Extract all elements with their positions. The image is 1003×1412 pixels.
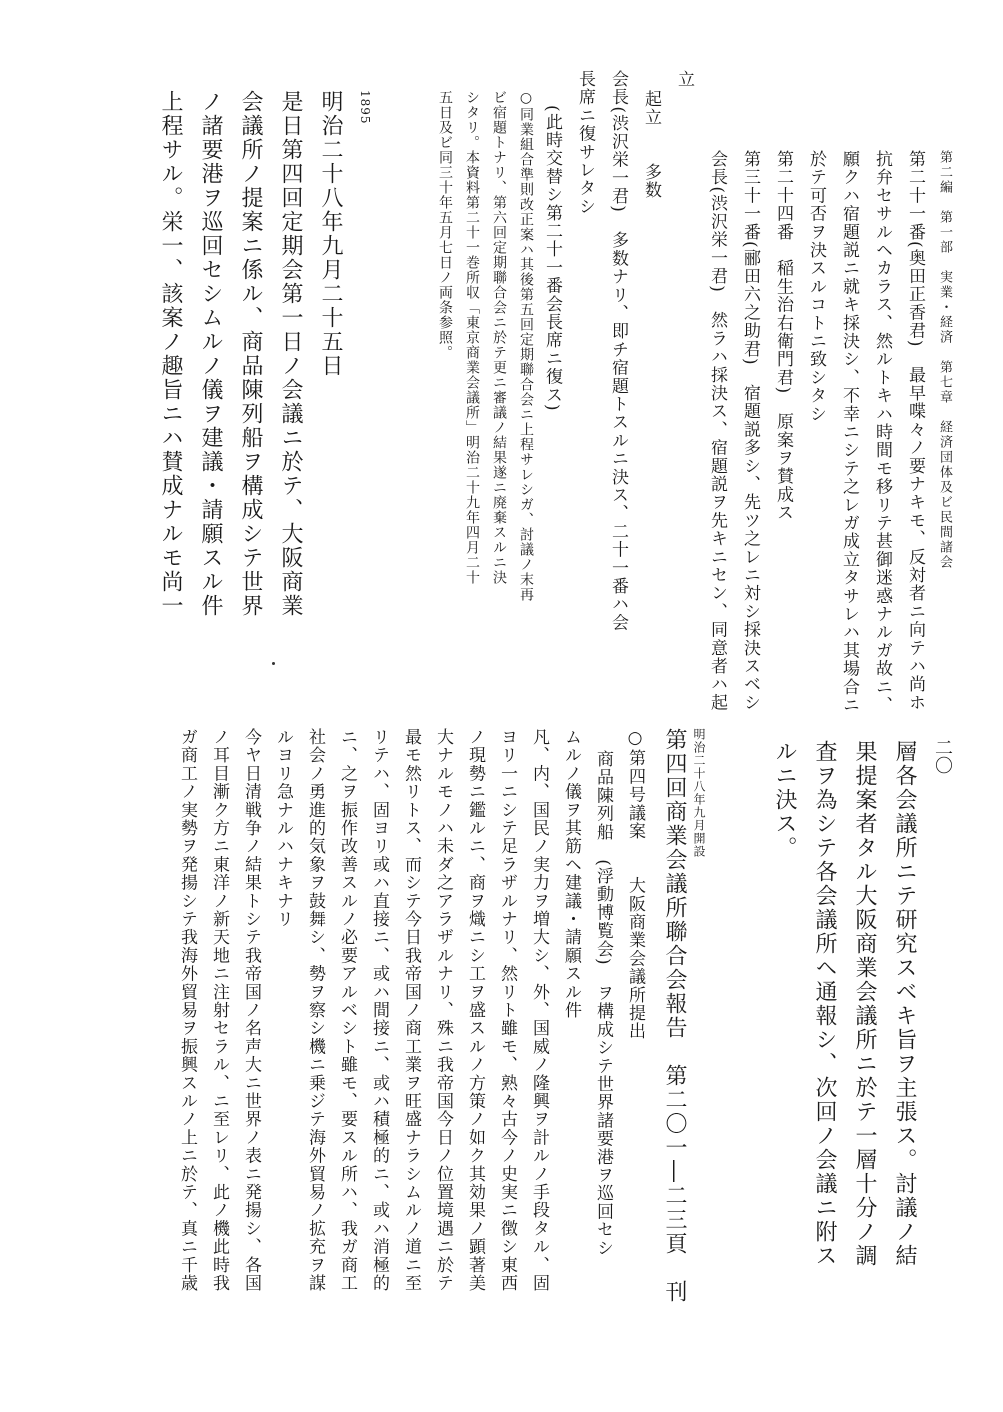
- text-line: 凡、内、国民ノ実力ヲ増大シ、外、国威ノ隆興ヲ計ルノ手段タル、固: [529, 728, 549, 1293]
- section-line: 果提案者タル大阪商業会議所ニ於テ一層十分ノ調: [852, 740, 877, 1268]
- text-line: 第二十四番 稲生治右衛門君) 原案ヲ賛成ス: [773, 150, 793, 522]
- text-line: 最モ然リトス、而シテ今日我帝国ノ商工業ヲ旺盛ナラシムルノ道ニ至: [401, 728, 421, 1293]
- section-line: 会議所ノ提案ニ係ル、商品陳列船ヲ構成シテ世界: [238, 90, 263, 618]
- report-date: 明治二十八年九月開設: [692, 728, 706, 858]
- section-line: 是日第四回定期会第一日ノ会議ニ於テ、大阪商業: [278, 90, 303, 618]
- note-line: 五日及ビ同三十年五月七日ノ両条参照。: [437, 90, 453, 360]
- text-line: 会長(渋沢栄一君) 然ラハ採決ス、宿題説ヲ先キニセン、同意者ハ起: [707, 150, 727, 712]
- text-line: ルヨリ急ナルハナキナリ: [273, 728, 293, 929]
- text-line: ノ現勢ニ鑑ルニ、商ヲ熾ニシ工ヲ盛スルノ方策ノ如ク其効果ノ顕著美: [465, 728, 485, 1293]
- text-line: 今ヤ日清戦争ノ結果トシテ我帝国ノ名声大ニ世界ノ表ニ発揚シ、各国: [241, 728, 261, 1293]
- year-marker: 1895: [358, 90, 372, 125]
- text-line: ヨリ一ニシテ足ラザルナリ、然リト雖モ、熟々古今ノ史実ニ徴シ東西: [497, 728, 517, 1293]
- section-line: 上程サル。栄一、該案ノ趣旨ニハ賛成ナルモ尚一: [158, 90, 183, 618]
- text-line: 起立 多数: [641, 90, 661, 200]
- text-line: ニ、之ヲ振作改善スルノ必要アルベシト雖モ、要スル所ハ、我ガ商工: [337, 728, 357, 1293]
- text-line: 於テ可否ヲ決スルコトニ致シタシ: [806, 150, 826, 423]
- page-number: 二〇: [932, 738, 953, 774]
- text-line: リテハ、固ヨリ或ハ直接ニ、或ハ間接ニ、或ハ積極的ニ、或ハ消極的: [369, 728, 389, 1293]
- text-line: 第二十一番(奥田正香君) 最早喋々ノ要ナキモ、反対者ニ向テハ尚ホ: [905, 150, 925, 712]
- text-line: (此時交替シ第二十一番会長席ニ復ス): [542, 105, 562, 412]
- text-line: 抗弁セサルヘカラス、然ルトキハ時間モ移リテ甚御迷惑ナルガ故ニ、: [872, 150, 892, 715]
- text-line: ガ商工ノ実勢ヲ発揚シテ我海外貿易ヲ振興スルノ上ニ於テ、真ニ千歳: [177, 728, 197, 1293]
- text-line: 願クハ宿題説ニ就キ採決シ、不幸ニシテ之レガ成立タサレハ其場合ニ: [839, 150, 859, 715]
- text-line: 商品陳列船 (浮動博覧会) ヲ構成シテ世界諸要港ヲ巡回セシ: [593, 750, 613, 1258]
- text-line: 大ナルモノハ未ダ之アラザルナリ、殊ニ我帝国今日ノ位置境遇ニ於テ: [433, 728, 453, 1293]
- text-line: 長席ニ復サレタシ: [575, 70, 595, 216]
- note-line: シタリ。本資料第二十一巻所収「東京商業会議所」明治二十九年四月二十: [464, 90, 480, 585]
- section-line: 層各会議所ニテ研究スベキ旨ヲ主張ス。討議ノ結: [892, 740, 917, 1268]
- section-line: ノ諸要港ヲ巡回セシムルノ儀ヲ建議・請願スル件: [198, 90, 223, 618]
- text-line: ○第四号議案 大阪商業会議所提出: [625, 728, 645, 1041]
- note-line: ○同業組合準則改正案ハ其後第五回定期聯合会ニ上程サレシガ、討議ノ末再: [518, 90, 534, 602]
- text-line: ムルノ儀ヲ其筋ヘ建議・請願スル件: [561, 728, 581, 1020]
- note-line: ビ宿題トナリ、第六回定期聯合会ニ於テ更ニ審議ノ結果遂ニ廃棄スルニ決: [491, 90, 507, 585]
- report-title: 第四回商業会議所聯合会報告 第二〇一―二三頁 刊: [662, 728, 687, 1304]
- section-line: 査ヲ為シテ各会議所ヘ通報シ、次回ノ会議ニ附ス: [812, 740, 837, 1268]
- text-line: 会長(渋沢栄一君) 多数ナリ、即チ宿題トスルニ決ス、二十一番ハ会: [608, 70, 628, 632]
- section-date: 明治二十八年九月二十五日: [318, 90, 343, 378]
- divider-dot: [272, 662, 275, 665]
- text-line: ノ耳目漸ク方ニ東洋ノ新天地ニ注射セラル、ニ至レリ、此ノ機此時我: [209, 728, 229, 1293]
- text-line: 社会ノ勇進的気象ヲ鼓舞シ、勢ヲ察シ機ニ乗ジテ海外貿易ノ拡充ヲ謀: [305, 728, 325, 1293]
- section-line: ルニ決ス。: [772, 740, 797, 860]
- text-line: 第三十一番(郦田六之助君) 宿題説多シ、先ツ之レニ対シ採決スベシ: [740, 150, 760, 712]
- running-header: 第二編 第一部 実業・経済 第七章 経済団体及ビ民間諸会: [937, 150, 952, 570]
- text-line: 立: [674, 70, 694, 89]
